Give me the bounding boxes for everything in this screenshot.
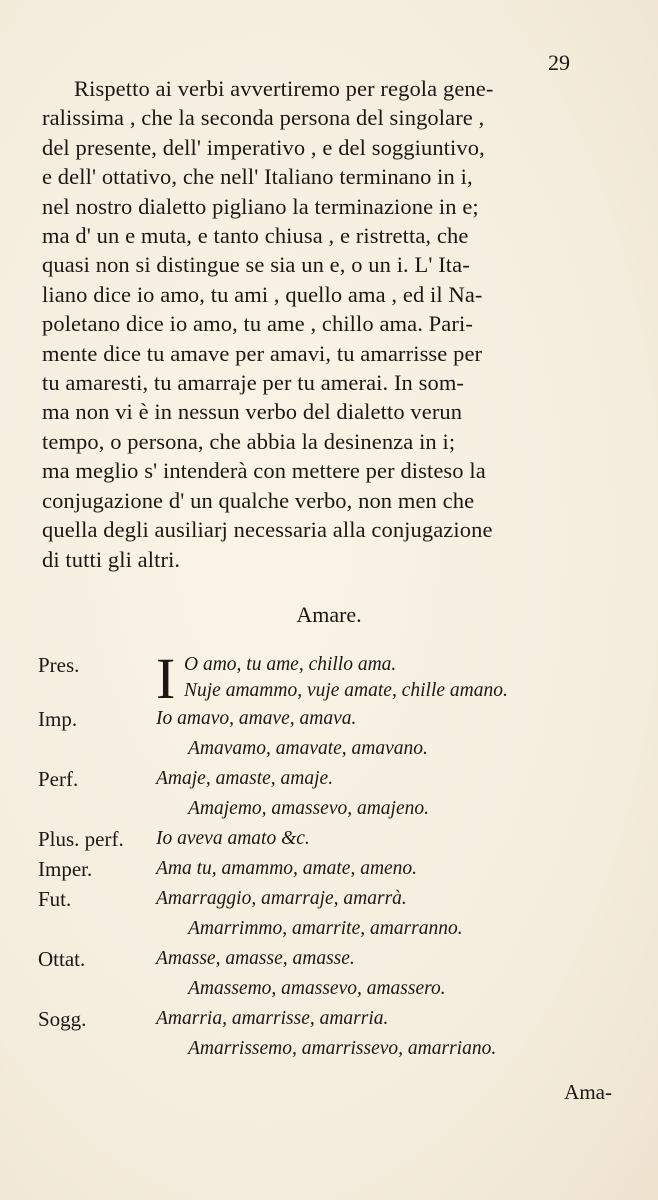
prose-line: poletano dice io amo, tu ame , chillo ama. Pari- xyxy=(42,311,473,337)
drop-cap: I xyxy=(156,646,176,711)
conjugation-row xyxy=(38,856,618,886)
verb-forms: Nuje amammo, vuje amate, chille amano. xyxy=(184,680,508,701)
tense-label: Plus. perf. xyxy=(38,827,124,851)
verb-forms: Amarraggio, amarraje, amarrà. xyxy=(156,888,407,909)
conjugation-row xyxy=(38,1006,618,1036)
prose-line: conjugazione d' un qualche verbo, non men che xyxy=(42,487,475,513)
conjugation-row xyxy=(38,766,618,796)
conjugation-row xyxy=(38,976,618,1006)
conjugation-row xyxy=(38,886,618,916)
conjugation-row xyxy=(38,706,618,736)
conjugation-row xyxy=(38,736,618,766)
prose-line: mente dice tu amave per amavi, tu amarrisse per xyxy=(42,340,483,366)
conjugation-row xyxy=(38,796,618,826)
prose-line: ralissima , che la seconda persona del singolare , xyxy=(42,105,485,131)
conjugation-row xyxy=(38,1036,618,1066)
tense-label: Fut. xyxy=(38,887,72,911)
prose-line: ma d' un e muta, e tanto chiusa , e ristretta, che xyxy=(42,223,469,249)
prose-line: e dell' ottativo, che nell' Italiano terminano in i, xyxy=(42,164,473,190)
conjugation-row xyxy=(38,916,618,946)
verb-forms: Amassemo, amassevo, amassero. xyxy=(188,978,446,999)
tense-label: Ottat. xyxy=(38,947,86,971)
prose-line: nel nostro dialetto pigliano la terminazione in e; xyxy=(42,193,479,219)
verb-forms: Amarrissemo, amarrissevo, amarriano. xyxy=(188,1038,497,1059)
verb-forms: Amasse, amasse, amasse. xyxy=(156,948,355,969)
catchword: Ama- xyxy=(564,1080,612,1104)
prose-line: quasi non si distingue se sia un e, o un i. L' Ita- xyxy=(42,252,470,278)
tense-label: Sogg. xyxy=(38,1007,87,1031)
verb-forms: O amo, tu ame, chillo ama. xyxy=(184,654,397,675)
verb-forms: Amarrimmo, amarrite, amarranno. xyxy=(188,918,463,939)
page-number: 29 xyxy=(548,50,570,75)
tense-label: Pres. xyxy=(38,653,80,677)
verb-forms: Ama tu, amammo, amate, ameno. xyxy=(156,858,418,879)
verb-forms: Io aveva amato &c. xyxy=(156,828,310,849)
prose-line: di tutti gli altri. xyxy=(42,546,181,572)
prose-line: ma non vi è in nessun verbo del dialetto verun xyxy=(42,399,463,425)
tense-label: Imp. xyxy=(38,707,78,731)
verb-forms: Amaje, amaste, amaje. xyxy=(156,768,334,789)
prose-line: tu amaresti, tu amarraje per tu amerai. In som- xyxy=(42,370,465,396)
section-title: Amare. xyxy=(296,602,362,627)
verb-forms: Amarria, amarrisse, amarria. xyxy=(156,1008,389,1029)
prose-line: ma meglio s' intenderà con mettere per disteso la xyxy=(42,458,486,484)
conjugation-row xyxy=(38,826,618,856)
prose-line: quella degli ausiliarj necessaria alla conjugazione xyxy=(42,517,493,543)
verb-forms: Amavamo, amavate, amavano. xyxy=(188,738,428,759)
tense-label: Imper. xyxy=(38,857,93,881)
tense-label: Perf. xyxy=(38,767,79,791)
prose-line: tempo, o persona, che abbia la desinenza in i; xyxy=(42,428,456,454)
prose-line: liano dice io amo, tu ami , quello ama , ed il Na- xyxy=(42,281,483,307)
conjugation-table xyxy=(38,646,618,1066)
prose-line: Rispetto ai verbi avvertiremo per regola gene- xyxy=(74,76,494,101)
verb-forms: Amajemo, amassevo, amajeno. xyxy=(188,798,429,819)
conjugation-row xyxy=(38,946,618,976)
verb-forms: Io amavo, amave, amava. xyxy=(156,708,357,729)
conjugation-row xyxy=(38,678,618,706)
prose-paragraph xyxy=(42,74,610,574)
prose-line: del presente, dell' imperativo , e del soggiuntivo, xyxy=(42,134,485,160)
